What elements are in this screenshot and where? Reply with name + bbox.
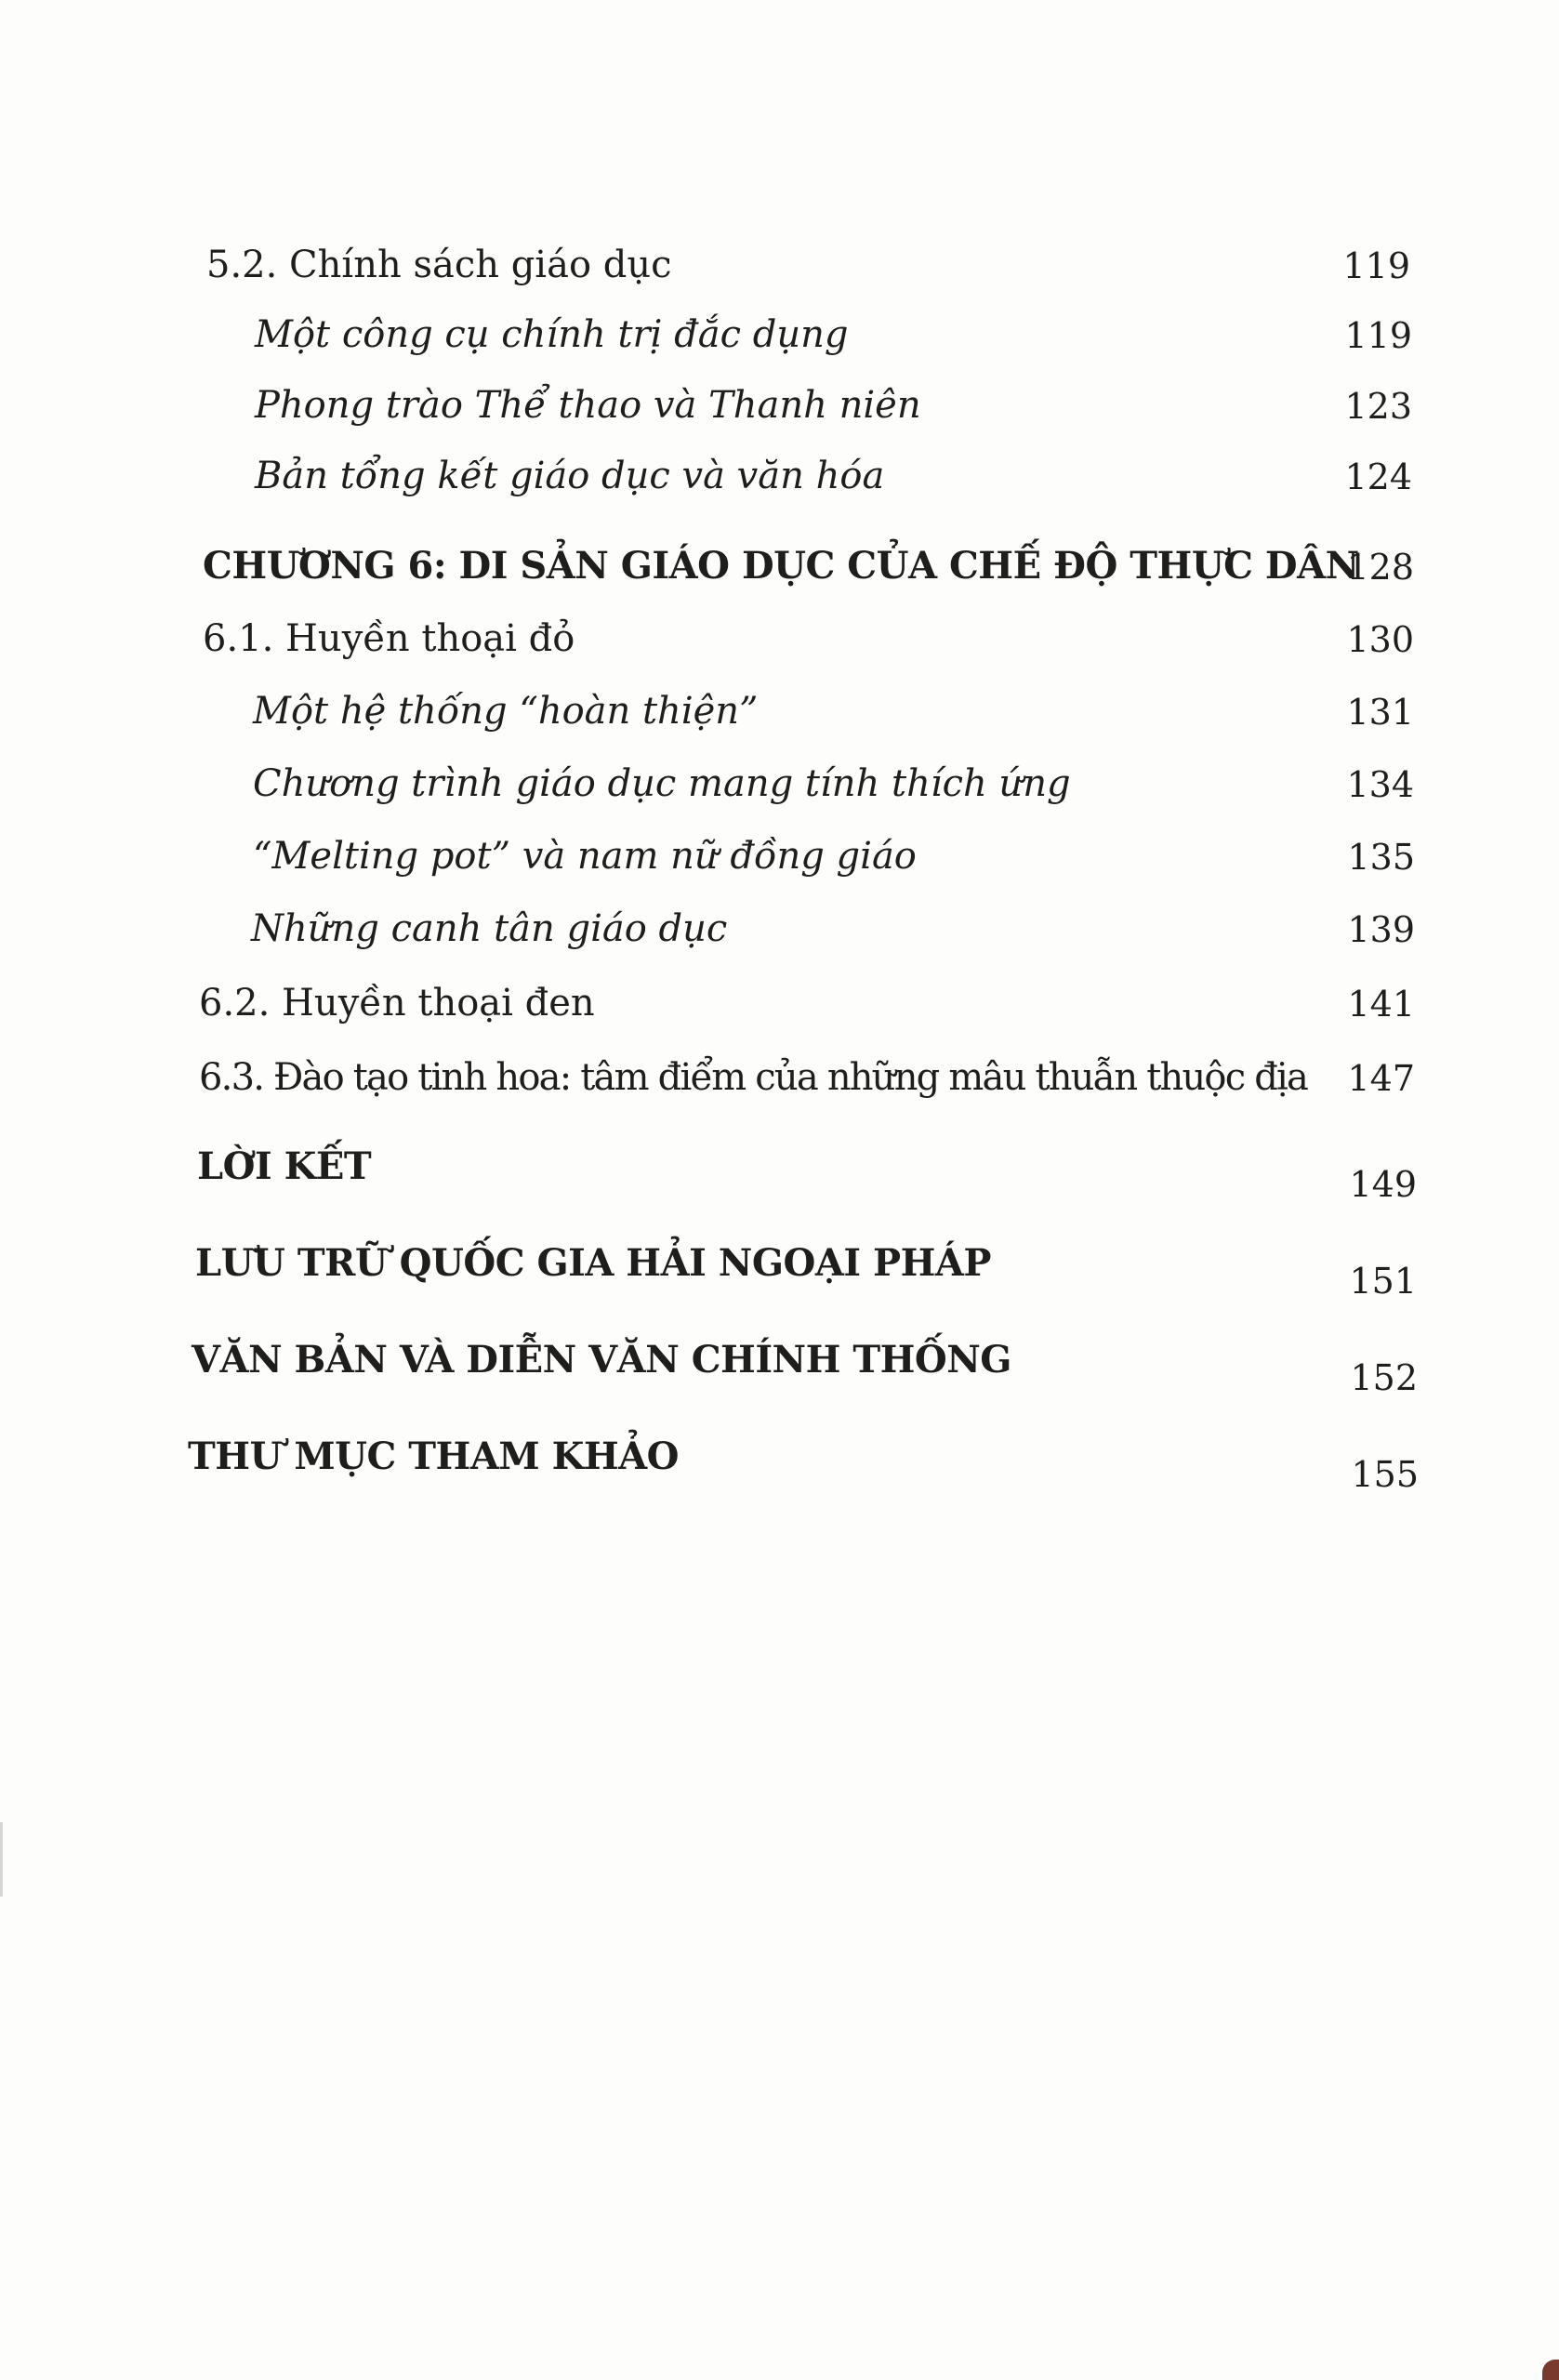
page-edge-shadow xyxy=(0,1822,3,1897)
toc-entry xyxy=(255,371,1412,427)
toc-entry xyxy=(203,532,1414,588)
toc-entry-title: 6.3. Đào tạo tinh hoa: tâm điểm của những mâu thuẫn thuộc địa xyxy=(199,1056,1308,1099)
toc-entry-title: “Melting pot” và nam nữ đồng giáo xyxy=(253,835,917,878)
toc-entry-page: 149 xyxy=(1349,1164,1417,1205)
toc-entry xyxy=(188,1422,1419,1495)
toc-entry xyxy=(199,1043,1415,1099)
toc-entry-title: Phong trào Thể thao và Thanh niên xyxy=(255,384,921,427)
toc-entry-page: 139 xyxy=(1347,909,1415,950)
toc-entry xyxy=(253,749,1414,805)
toc-entry xyxy=(251,894,1415,950)
toc-entry xyxy=(195,1229,1417,1302)
toc-entry-title: CHƯƠNG 6: DI SẢN GIÁO DỤC CỦA CHẾ ĐỘ THỰC DÂN xyxy=(203,544,1359,588)
corner-mark xyxy=(1542,2360,1559,2380)
toc-entry xyxy=(203,604,1414,660)
toc-entry-title: THƯ MỤC THAM KHẢO xyxy=(188,1435,680,1478)
toc-entry-page: 131 xyxy=(1346,692,1414,733)
toc-entry-title: LỜI KẾT xyxy=(197,1144,372,1188)
toc-entry-title: 6.2. Huyền thoại đen xyxy=(199,982,595,1025)
toc-entry xyxy=(192,1326,1418,1398)
toc-entry-page: 155 xyxy=(1351,1454,1419,1495)
toc-entry-title: Bản tổng kết giáo dục và văn hóa xyxy=(255,455,885,497)
toc-entry xyxy=(253,822,1415,878)
toc-entry-title: Một công cụ chính trị đắc dụng xyxy=(255,313,849,356)
toc-entry-page: 134 xyxy=(1346,764,1414,805)
toc-entry-title: 6.1. Huyền thoại đỏ xyxy=(203,617,575,660)
toc-entry-page: 128 xyxy=(1346,547,1414,588)
toc-entry-page: 119 xyxy=(1342,245,1410,286)
toc-entry-page: 151 xyxy=(1349,1261,1417,1302)
toc-entry-title: LƯU TRỮ QUỐC GIA HẢI NGOẠI PHÁP xyxy=(195,1241,991,1285)
toc-entry-title: VĂN BẢN VÀ DIỄN VĂN CHÍNH THỐNG xyxy=(192,1338,1011,1382)
toc-entry xyxy=(255,300,1412,356)
toc-entry-title: Một hệ thống “hoàn thiện” xyxy=(253,690,759,733)
toc-entry xyxy=(197,1132,1417,1205)
toc-entry-page: 147 xyxy=(1347,1058,1415,1099)
toc-entry-title: Chương trình giáo dục mang tính thích ứng xyxy=(253,762,1071,805)
toc-entry-title: Những canh tân giáo dục xyxy=(251,907,728,950)
toc-entry-page: 123 xyxy=(1344,386,1412,427)
toc-entry-page: 141 xyxy=(1347,984,1415,1025)
toc-entry xyxy=(255,442,1412,497)
toc-entry xyxy=(206,231,1410,286)
toc-entry-title: 5.2. Chính sách giáo dục xyxy=(206,244,672,286)
toc-entry-page: 124 xyxy=(1344,456,1412,497)
toc-entry-page: 152 xyxy=(1350,1357,1418,1398)
toc-entry-page: 135 xyxy=(1347,837,1415,878)
toc-entry-page: 130 xyxy=(1346,619,1414,660)
toc-entry xyxy=(253,677,1414,733)
toc-entry-page: 119 xyxy=(1344,315,1412,356)
toc-entry xyxy=(199,969,1415,1025)
